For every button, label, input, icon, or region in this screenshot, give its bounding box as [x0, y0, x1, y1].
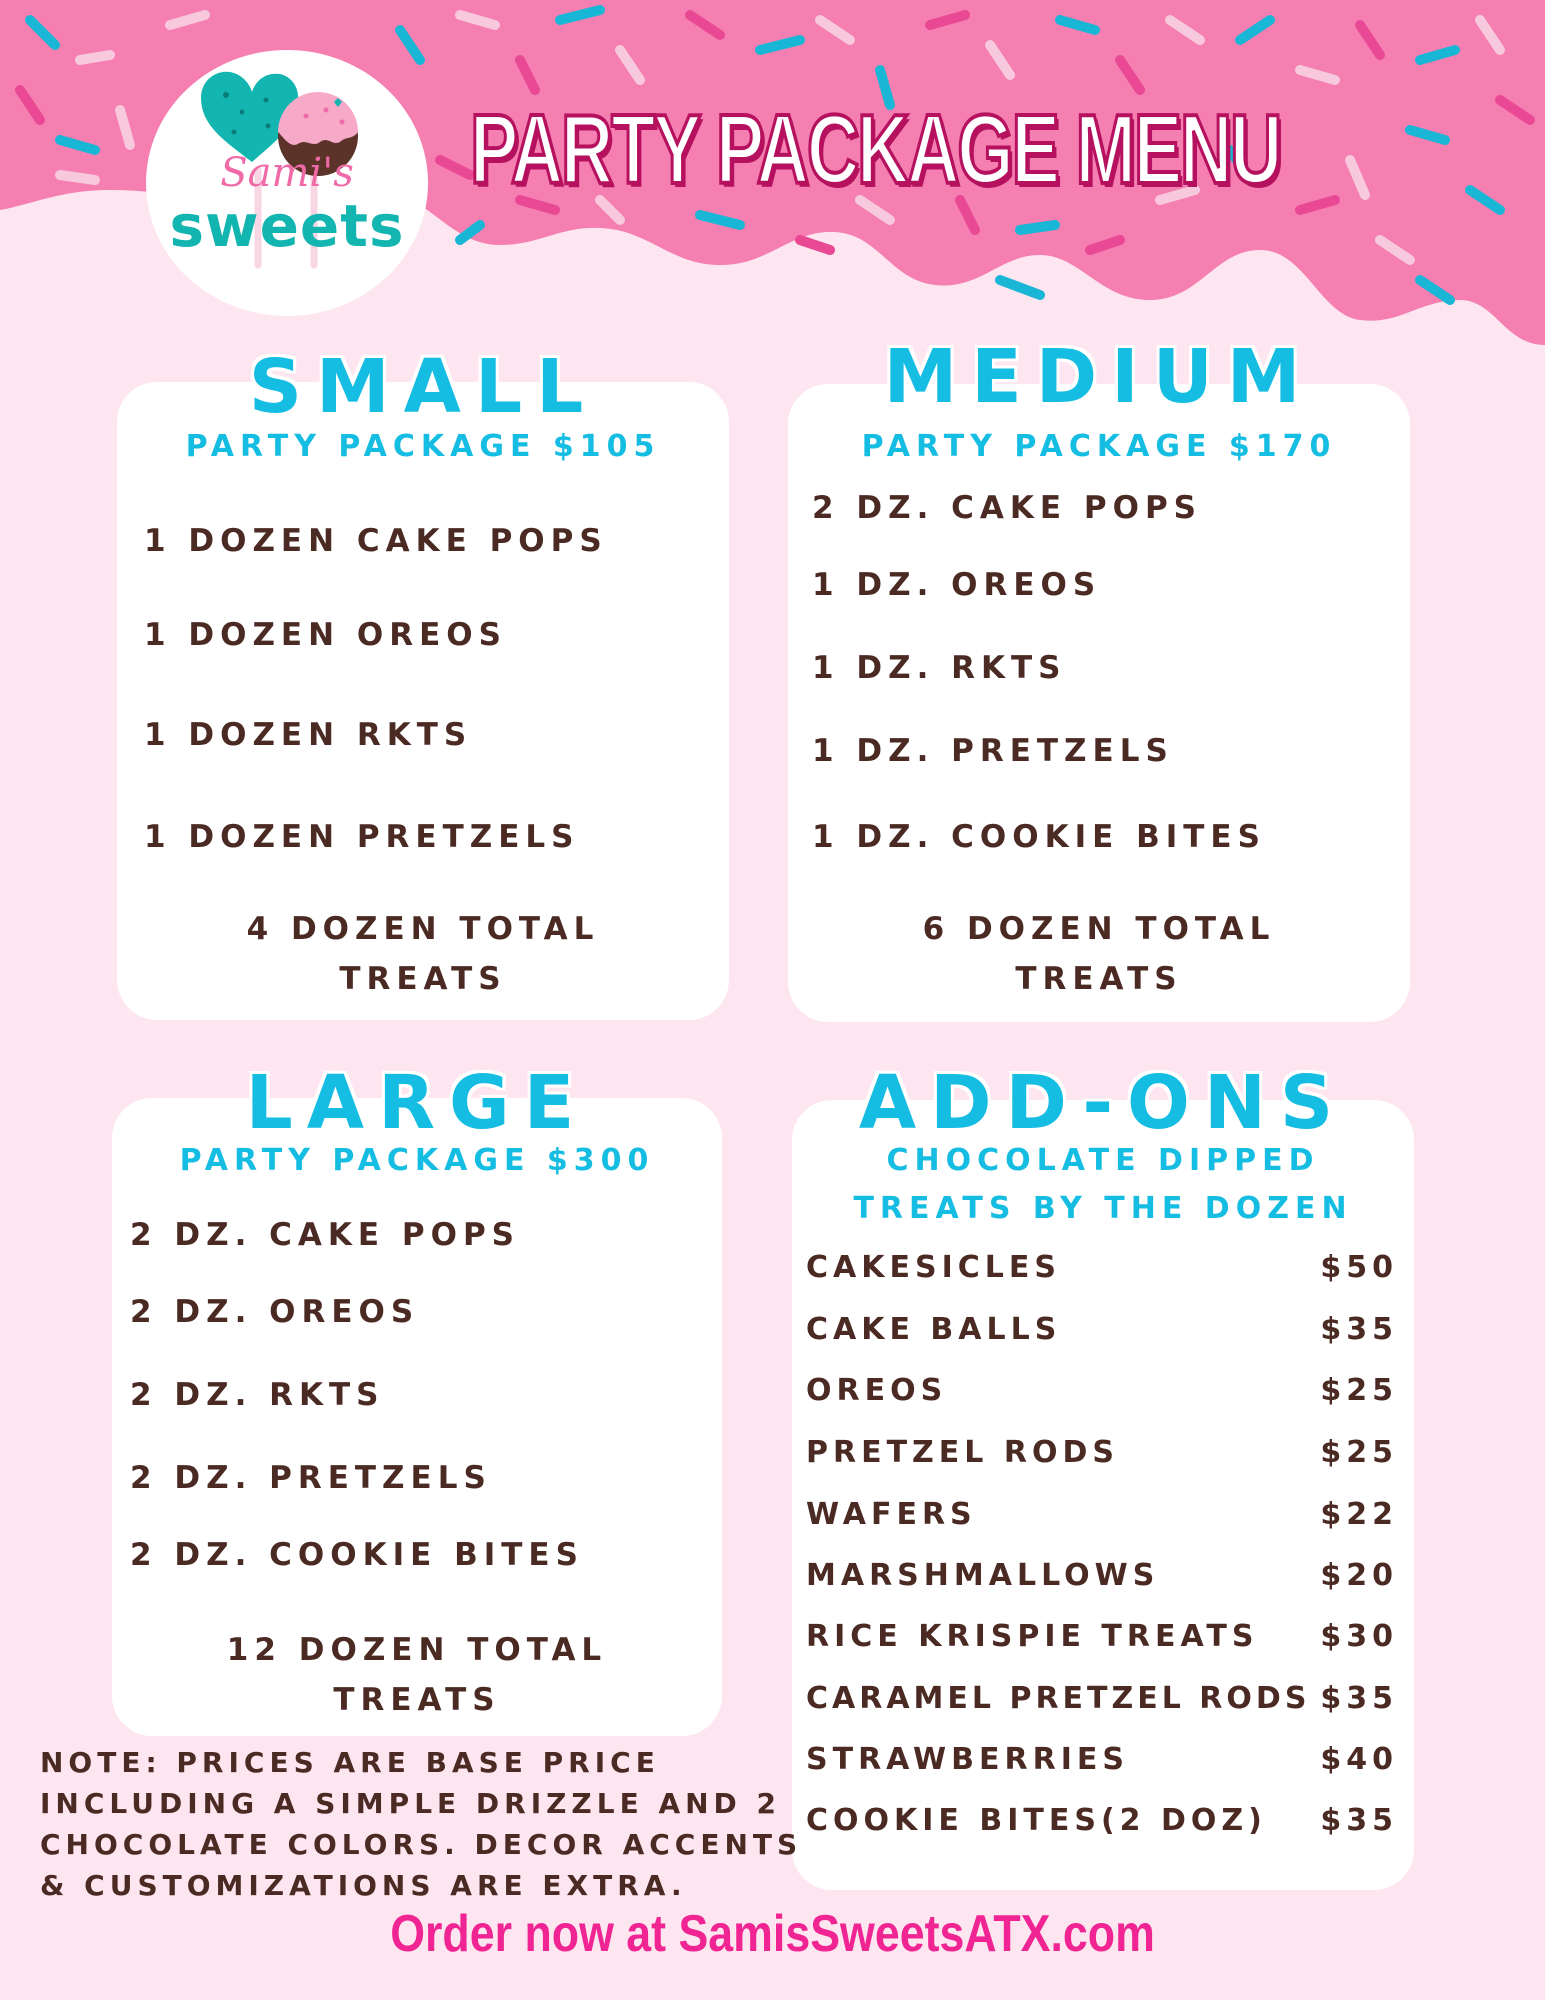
large-subtitle: PARTY PACKAGE $300 [179, 1143, 655, 1178]
note-line: & CUSTOMIZATIONS ARE EXTRA. [40, 1869, 687, 1902]
small-item: 1 DOZEN RKTS [144, 717, 473, 753]
order-footer [0, 1905, 1545, 1963]
addon-price: $35 [1320, 1803, 1398, 1838]
addon-name: CAKE BALLS [806, 1312, 1062, 1347]
addon-row [806, 1497, 1398, 1540]
large-item: 2 DZ. RKTS [130, 1377, 385, 1413]
medium-subtitle: PARTY PACKAGE $170 [861, 429, 1337, 464]
small-total-line1: 4 DOZEN TOTAL [246, 911, 600, 947]
large-item: 2 DZ. OREOS [130, 1294, 420, 1330]
note-line: NOTE: PRICES ARE BASE PRICE [40, 1746, 660, 1779]
addon-price: $30 [1320, 1619, 1398, 1654]
small-total-line2: TREATS [339, 961, 507, 997]
addon-name: PRETZEL RODS [806, 1435, 1119, 1470]
small-total [117, 904, 729, 1004]
addon-price: $20 [1320, 1558, 1398, 1593]
medium-item: 1 DZ. OREOS [812, 567, 1102, 603]
addon-row [806, 1373, 1398, 1416]
addon-price: $35 [1320, 1312, 1398, 1347]
addon-name: WAFERS [806, 1497, 977, 1532]
addon-name: RICE KRISPIE TREATS [806, 1619, 1259, 1654]
small-item: 1 DOZEN OREOS [144, 617, 507, 653]
pricing-note [40, 1742, 820, 1906]
large-item: 2 DZ. COOKIE BITES [130, 1537, 584, 1573]
addon-name: OREOS [806, 1373, 948, 1408]
logo-word-text: sweets [169, 192, 405, 260]
page-title: PARTY PACKAGE MENU [470, 94, 1281, 204]
addons-heading: ADD-ONS [858, 1060, 1348, 1146]
addon-price: $25 [1320, 1435, 1398, 1470]
addon-row [806, 1312, 1398, 1355]
large-total [112, 1625, 722, 1725]
large-total-line2: TREATS [333, 1682, 501, 1718]
note-line: CHOCOLATE COLORS. DECOR ACCENTS [40, 1828, 803, 1861]
small-item: 1 DOZEN PRETZELS [144, 819, 580, 855]
large-item: 2 DZ. PRETZELS [130, 1460, 492, 1496]
small-item: 1 DOZEN CAKE POPS [144, 523, 608, 559]
addon-price: $22 [1320, 1497, 1398, 1532]
addon-name: MARSHMALLOWS [806, 1558, 1160, 1593]
large-item: 2 DZ. CAKE POPS [130, 1217, 520, 1253]
addon-name: COOKIE BITES(2 DOZ) [806, 1803, 1267, 1838]
medium-item: 1 DZ. COOKIE BITES [812, 819, 1266, 855]
addon-row [806, 1250, 1398, 1293]
large-heading: LARGE [245, 1060, 589, 1146]
addon-row [806, 1803, 1398, 1846]
small-heading: SMALL [248, 344, 598, 430]
small-subtitle: PARTY PACKAGE $105 [185, 429, 661, 464]
medium-total-line1: 6 DOZEN TOTAL [922, 911, 1276, 947]
medium-total [788, 904, 1410, 1004]
addon-price: $50 [1320, 1250, 1398, 1285]
medium-total-line2: TREATS [1015, 961, 1183, 997]
addon-name: CARAMEL PRETZEL RODS [806, 1681, 1311, 1716]
addon-row [806, 1558, 1398, 1601]
medium-item: 2 DZ. CAKE POPS [812, 490, 1202, 526]
addon-row [806, 1435, 1398, 1478]
medium-item: 1 DZ. RKTS [812, 650, 1067, 686]
addon-name: CAKESICLES [806, 1250, 1061, 1285]
addon-row [806, 1742, 1398, 1785]
addon-row [806, 1619, 1398, 1662]
large-total-line1: 12 DOZEN TOTAL [226, 1632, 608, 1668]
note-line: INCLUDING A SIMPLE DRIZZLE AND 2 [40, 1787, 782, 1820]
medium-heading: MEDIUM [883, 334, 1315, 420]
addon-price: $35 [1320, 1681, 1398, 1716]
addon-name: STRAWBERRIES [806, 1742, 1129, 1777]
addons-subtitle-line1: CHOCOLATE DIPPED [886, 1143, 1320, 1178]
sami-sweets-logo [146, 50, 428, 316]
medium-item: 1 DZ. PRETZELS [812, 733, 1174, 769]
addons-subtitle-line2: TREATS BY THE DOZEN [853, 1191, 1353, 1226]
addon-price: $25 [1320, 1373, 1398, 1408]
order-link[interactable]: Order now at SamisSweetsATX.com [390, 1905, 1155, 1963]
addon-row [806, 1681, 1398, 1724]
addon-price: $40 [1320, 1742, 1398, 1777]
logo-script-text: Sami's [220, 150, 354, 196]
